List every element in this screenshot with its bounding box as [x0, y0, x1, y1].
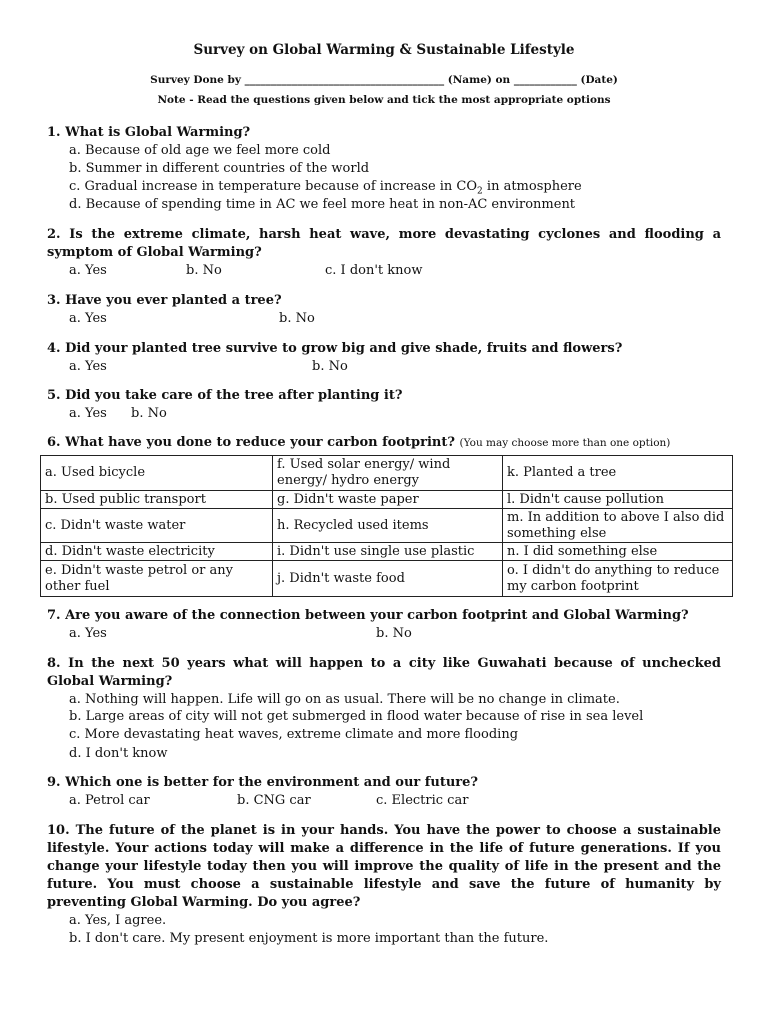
question-6-hint: (You may choose more than one option) [459, 437, 671, 449]
page-title: Survey on Global Warming & Sustainable Lifestyle [193, 42, 575, 58]
q5-option-b[interactable]: b. No [131, 406, 167, 421]
option-cell[interactable]: o. I didn't do anything to reduce my carbon footprint [503, 561, 733, 597]
table-row [41, 509, 733, 543]
q7-option-b[interactable]: b. No [376, 626, 412, 641]
q1-option-a[interactable]: a. Because of old age we feel more cold [69, 143, 331, 158]
option-cell[interactable]: e. Didn't waste petrol or any other fuel [41, 561, 273, 597]
table-row [41, 456, 733, 491]
option-cell[interactable]: i. Didn't use single use plastic [273, 543, 503, 561]
option-cell[interactable]: n. I did something else [503, 543, 733, 561]
q7-option-a[interactable]: a. Yes [69, 626, 107, 641]
question-3: 3. Have you ever planted a tree? [47, 293, 282, 308]
option-cell[interactable]: h. Recycled used items [273, 509, 503, 543]
survey-done-by-line: Survey Done by ______________________________________ (Name) on ____________ (Date) [150, 74, 618, 86]
question-10: 10. The future of the planet is in your hands. You have the power to choose a sustainable lifestyle. Your actions today will make a difference in the life of future generations. If you change your lifestyle today then you will improve the quality of life in the present and the future. You must choose a sustainable lifestyle and save the future of humanity by preventing Global Warming. Do you agree? [47, 823, 721, 910]
option-cell[interactable]: k. Planted a tree [503, 456, 733, 491]
table-row [41, 561, 733, 597]
q8-option-a[interactable]: a. Nothing will happen. Life will go on as usual. There will be no change in climate. [69, 692, 620, 707]
q2-option-c[interactable]: c. I don't know [325, 263, 423, 278]
q1-option-c-main: c. Gradual increase in temperature because of increase in CO [69, 179, 478, 194]
question-6-text: 6. What have you done to reduce your carbon footprint? [47, 435, 455, 450]
q1-option-b[interactable]: b. Summer in different countries of the world [69, 161, 370, 176]
q1-option-c-tail: in atmosphere [482, 179, 582, 194]
instruction-note: Note - Read the questions given below and tick the most appropriate options [157, 94, 611, 106]
q3-option-b[interactable]: b. No [279, 311, 315, 326]
q4-option-b[interactable]: b. No [312, 359, 348, 374]
option-cell[interactable]: j. Didn't waste food [273, 561, 503, 597]
q8-option-c[interactable]: c. More devastating heat waves, extreme climate and more flooding [69, 727, 519, 742]
q9-option-b[interactable]: b. CNG car [237, 793, 311, 808]
q4-option-a[interactable]: a. Yes [69, 359, 107, 374]
q10-option-a[interactable]: a. Yes, I agree. [69, 913, 167, 928]
option-cell[interactable]: f. Used solar energy/ wind energy/ hydro energy [273, 456, 503, 491]
q10-option-b[interactable]: b. I don't care. My present enjoyment is more important than the future. [69, 931, 549, 946]
question-2: 2. Is the extreme climate, harsh heat wave, more devastating cyclones and flooding a symptom of Global Warming? [47, 227, 721, 260]
carbon-footprint-options-table [40, 455, 733, 597]
q1-option-d[interactable]: d. Because of spending time in AC we feel more heat in non-AC environment [69, 197, 576, 212]
option-cell[interactable]: g. Didn't waste paper [273, 491, 503, 509]
question-4: 4. Did your planted tree survive to grow big and give shade, fruits and flowers? [47, 341, 623, 356]
q9-option-a[interactable]: a. Petrol car [69, 793, 150, 808]
question-9: 9. Which one is better for the environment and our future? [47, 775, 479, 790]
q2-option-a[interactable]: a. Yes [69, 263, 107, 278]
option-cell[interactable]: m. In addition to above I also did something else [503, 509, 733, 543]
q8-option-b[interactable]: b. Large areas of city will not get submerged in flood water because of rise in sea level [69, 709, 644, 724]
option-cell[interactable]: l. Didn't cause pollution [503, 491, 733, 509]
table-row [41, 543, 733, 561]
question-6 [47, 434, 721, 452]
co2-subscript: 2 [477, 186, 483, 197]
q3-option-a[interactable]: a. Yes [69, 311, 107, 326]
q2-option-b[interactable]: b. No [186, 263, 222, 278]
option-cell[interactable]: b. Used public transport [41, 491, 273, 509]
question-1: 1. What is Global Warming? [47, 125, 251, 140]
option-cell[interactable]: a. Used bicycle [41, 456, 273, 491]
q9-option-c[interactable]: c. Electric car [376, 793, 469, 808]
option-cell[interactable]: c. Didn't waste water [41, 509, 273, 543]
question-8: 8. In the next 50 years what will happen to a city like Guwahati because of unchecked Global Warming? [47, 656, 721, 689]
q5-option-a[interactable]: a. Yes [69, 406, 107, 421]
option-cell[interactable]: d. Didn't waste electricity [41, 543, 273, 561]
q8-option-d[interactable]: d. I don't know [69, 746, 168, 761]
table-row [41, 491, 733, 509]
question-7: 7. Are you aware of the connection between your carbon footprint and Global Warming? [47, 608, 689, 623]
question-5: 5. Did you take care of the tree after planting it? [47, 388, 403, 403]
